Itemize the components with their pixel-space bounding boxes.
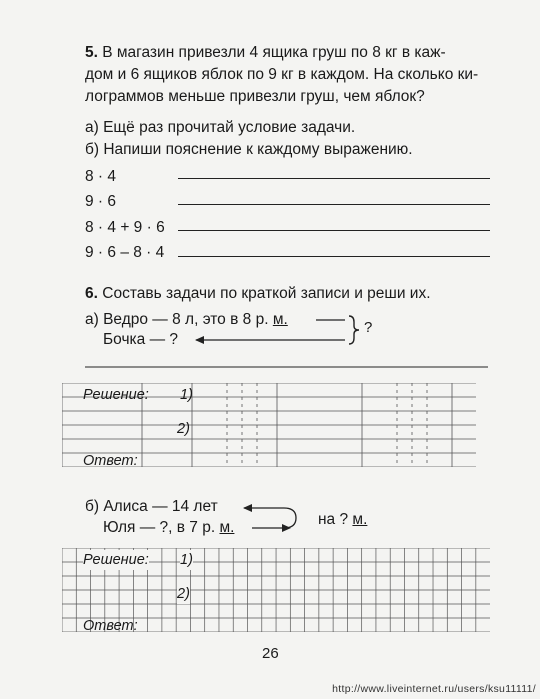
step1-label-b: 1) (180, 552, 193, 568)
page-number: 26 (262, 645, 279, 662)
task6-title-line: 6. Составь задачи по краткой записи и реши их. (85, 285, 431, 302)
task5-number: 5. (85, 44, 98, 61)
answer-label-a: Ответ: (83, 453, 138, 469)
expression-4: 9 · 6 – 8 · 4 (85, 244, 165, 261)
task5-instruction-b: б) Напиши пояснение к каждому выражению. (85, 141, 413, 158)
task6a-line2: Бочка — ? (103, 331, 179, 348)
solution-label-b: Решение: (83, 552, 149, 568)
expression-1: 8 · 4 (85, 168, 117, 185)
step1-label-a: 1) (180, 387, 193, 403)
watermark-url: http://www.liveinternet.ru/users/ksu11111/ (332, 683, 536, 695)
answer-label-b: Ответ: (83, 618, 138, 634)
solution-label-a: Решение: (83, 387, 149, 403)
task6b-question: на ? м. (318, 511, 368, 528)
task6b-line2: Юля — ?, в 7 р. м. (103, 519, 235, 536)
task6-number: 6. (85, 285, 98, 302)
step2-label-a: 2) (177, 421, 190, 437)
task5-line3: лограммов меньше привезли груш, чем яблок? (85, 88, 425, 105)
task5-instruction-a: а) Ещё раз прочитай условие задачи. (85, 119, 356, 136)
task6a-line1: а) Ведро — 8 л, это в 8 р. м. (85, 311, 288, 328)
step2-label-b: 2) (177, 586, 190, 602)
task5-line2: дом и 6 ящиков яблок по 9 кг в каждом. На сколько ки- (85, 66, 479, 83)
expression-3: 8 · 4 + 9 · 6 (85, 219, 165, 236)
task6a-question-mark: ? (364, 319, 373, 336)
task5-line1: 5. В магазин привезли 4 ящика груш по 8 кг в каж- (85, 44, 446, 61)
task6b-line1: б) Алиса — 14 лет (85, 498, 218, 515)
expression-2: 9 · 6 (85, 193, 117, 210)
